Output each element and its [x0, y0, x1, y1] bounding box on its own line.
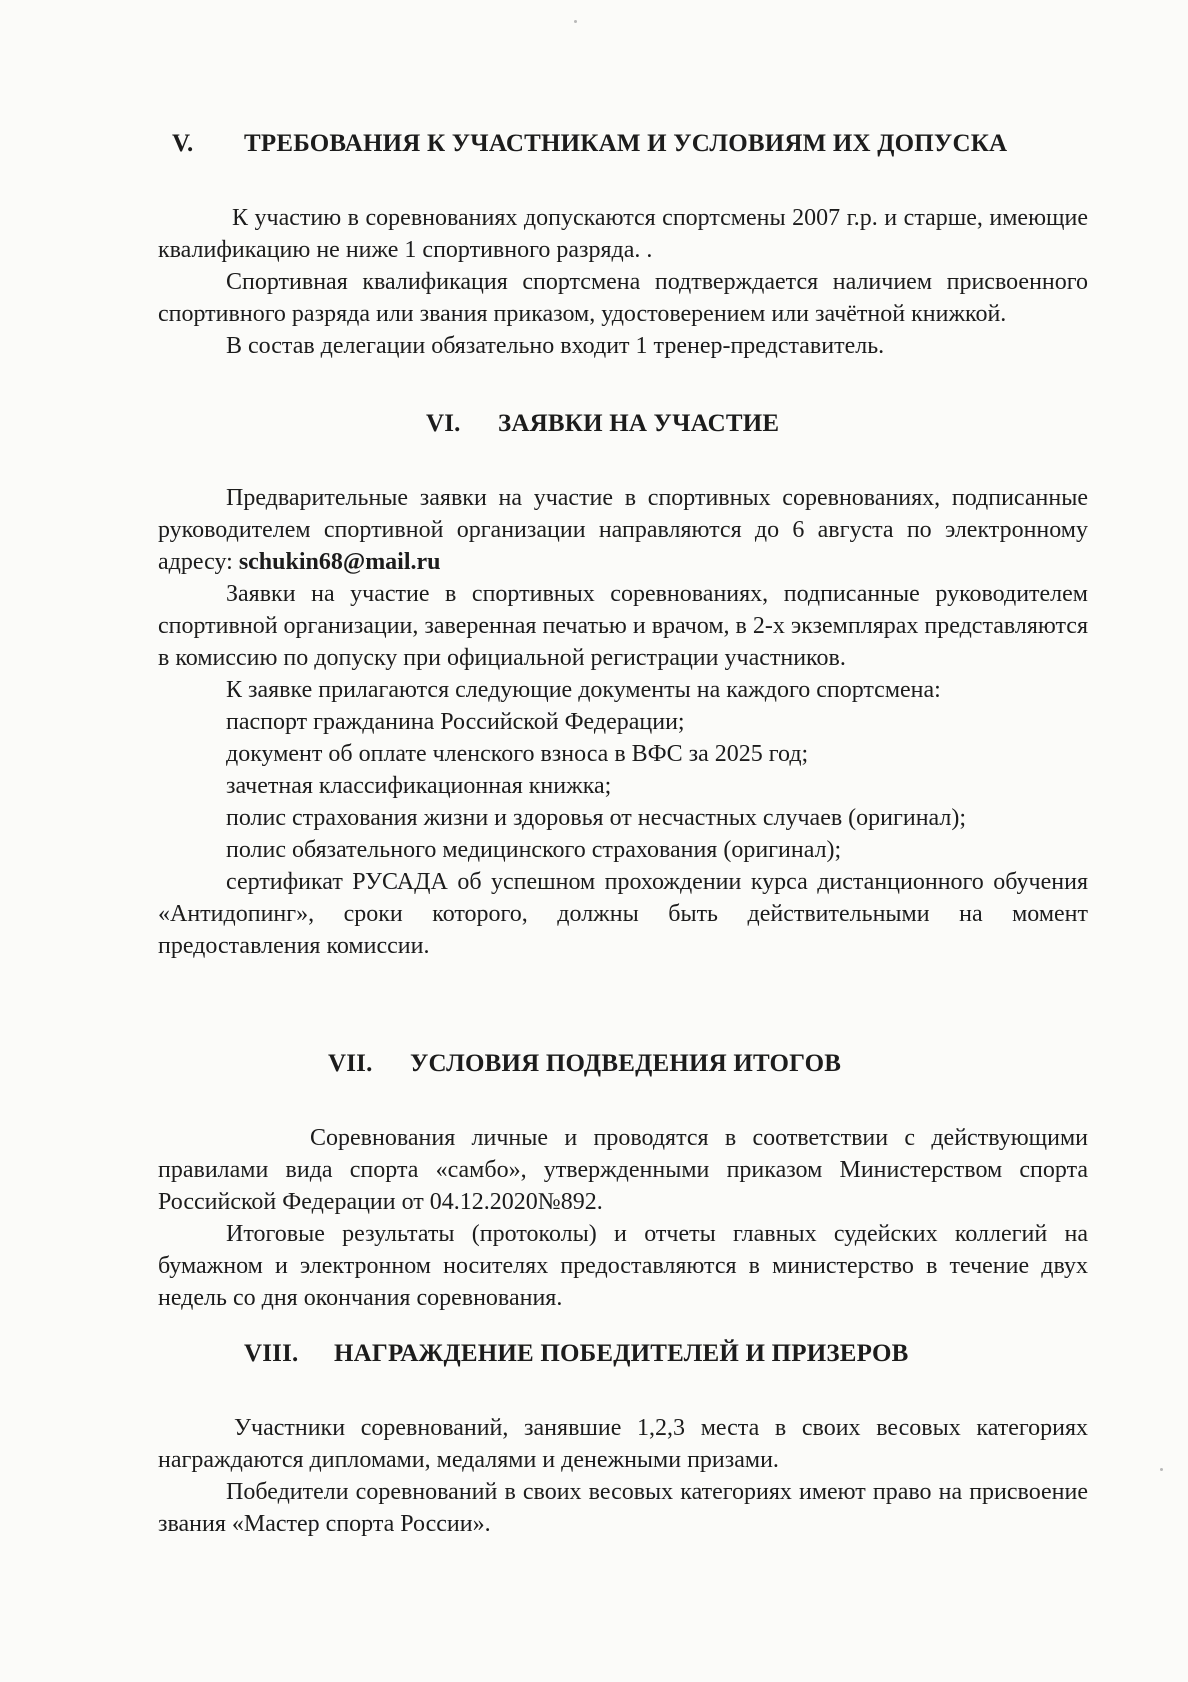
section-5-title: ТРЕБОВАНИЯ К УЧАСТНИКАМ И УСЛОВИЯМ ИХ ДОПУСКА	[244, 130, 1008, 157]
section-7	[158, 1048, 1088, 1314]
scan-speck	[1160, 1468, 1163, 1471]
section-8	[158, 1338, 1088, 1540]
section-6-title: ЗАЯВКИ НА УЧАСТИЕ	[498, 410, 780, 437]
section-5-heading	[158, 128, 1088, 160]
section-7-title: УСЛОВИЯ ПОДВЕДЕНИЯ ИТОГОВ	[410, 1050, 842, 1077]
document-list-item: полис обязательного медицинского страхования (оригинал);	[226, 837, 842, 863]
section-7-heading	[158, 1048, 1088, 1080]
section-5-paragraph-1: К участию в соревнованиях допускаются спортсмены 2007 г.р. и старше, имеющие квалификацию не ниже 1 спортивного разряда. .	[158, 205, 1088, 263]
section-8-number: VIII.	[244, 1340, 299, 1367]
section-6	[158, 408, 1088, 962]
section-8-heading	[158, 1338, 1088, 1370]
document-list-item: паспорт гражданина Российской Федерации;	[226, 709, 685, 735]
section-5-paragraph-2: Спортивная квалификация спортсмена подтверждается наличием присвоенного спортивного разряда или звания приказом, удостоверением или зачётной книжкой.	[158, 269, 1088, 327]
document-list-item: сертификат РУСАДА об успешном прохождении курса дистанционного обучения «Антидопинг», сроки которого, должны быть действительными на момент предоставления комиссии.	[158, 869, 1088, 959]
section-8-paragraph-2: Победители соревнований в своих весовых категориях имеют право на присвоение звания «Мастер спорта России».	[158, 1479, 1088, 1537]
contact-email[interactable]: schukin68@mail.ru	[238, 549, 441, 575]
section-7-paragraph-1: Соревнования личные и проводятся в соответствии с действующими правилами вида спорта «самбо», утвержденными приказом Министерством спорта Российской Федерации от 04.12.2020№892.	[158, 1125, 1088, 1215]
section-6-number: VI.	[426, 410, 461, 437]
document-list-item: документ об оплате членского взноса в ВФС за 2025 год;	[226, 741, 809, 767]
document-list-item: полис страхования жизни и здоровья от несчастных случаев (оригинал);	[226, 805, 967, 831]
section-5	[158, 128, 1088, 362]
section-8-title: НАГРАЖДЕНИЕ ПОБЕДИТЕЛЕЙ И ПРИЗЕРОВ	[334, 1340, 909, 1367]
scan-speck	[574, 20, 577, 23]
section-6-heading	[158, 408, 1088, 440]
section-7-number: VII.	[328, 1050, 373, 1077]
section-6-paragraph-2: Заявки на участие в спортивных соревнованиях, подписанные руководителем спортивной организации, заверенная печатью и врачом, в 2-х экземплярах представляются в комиссию по допуску при официальной регистрации участников.	[158, 581, 1088, 671]
section-5-paragraph-3: В состав делегации обязательно входит 1 тренер-представитель.	[226, 333, 885, 359]
section-6-paragraph-3: К заявке прилагаются следующие документы на каждого спортсмена:	[226, 677, 941, 703]
section-8-paragraph-1: Участники соревнований, занявшие 1,2,3 места в своих весовых категориях награждаются дипломами, медалями и денежными призами.	[158, 1415, 1088, 1473]
section-7-paragraph-2: Итоговые результаты (протоколы) и отчеты главных судейских коллегий на бумажном и электронном носителях предоставляются в министерство в течение двух недель со дня окончания соревнования.	[158, 1221, 1088, 1311]
section-5-number: V.	[172, 130, 194, 157]
document-list-item: зачетная классификационная книжка;	[226, 773, 612, 799]
section-6-paragraph-1-text: Предварительные заявки на участие в спортивных соревнованиях, подписанные руководителем спортивной организации направляются до 6 августа по электронному адресу:	[158, 485, 1088, 575]
section-6-paragraph-1	[158, 482, 1088, 578]
